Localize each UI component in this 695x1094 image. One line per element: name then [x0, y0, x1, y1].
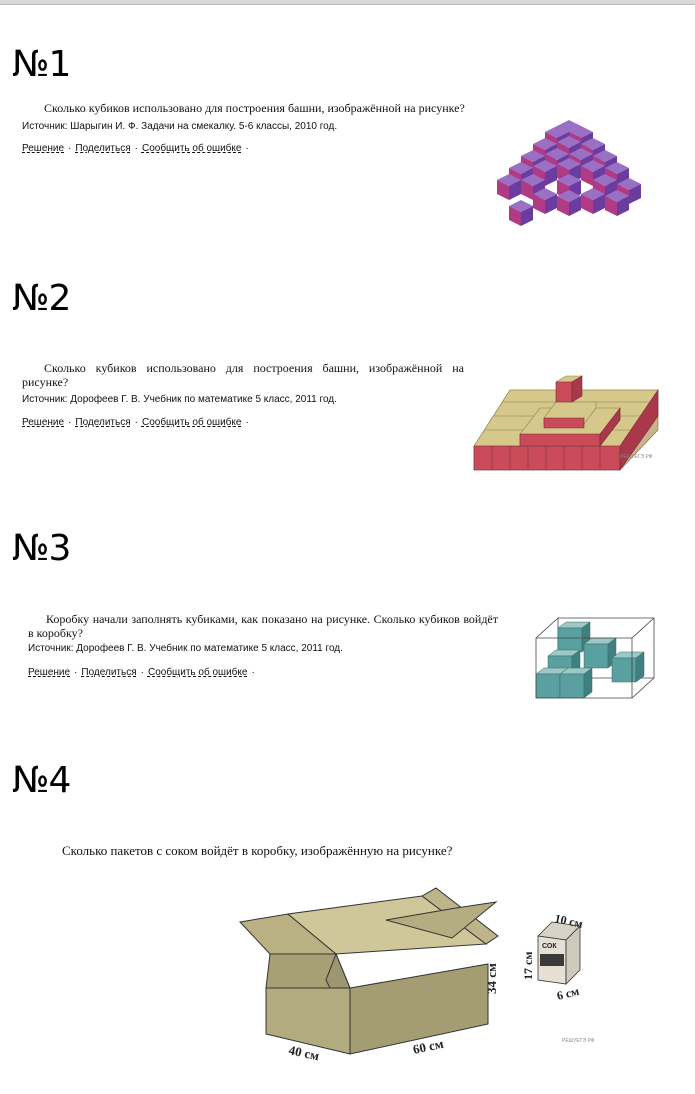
problem-3-question: Коробку начали заполнять кубиками, как показано на рисунке. Сколько кубиков войдёт в коробку?: [28, 612, 498, 640]
problem-2-source: Источник: Дорофеев Г. В. Учебник по математике 5 класс, 2011 год.: [22, 394, 337, 405]
browser-top-bar: [0, 0, 695, 5]
problem-1-report-link[interactable]: Сообщить об ошибке: [141, 143, 242, 154]
problem-2-tower-figure: [470, 372, 662, 476]
problem-1-source: Источник: Шарыгин И. Ф. Задачи на смекалку. 5-6 классы, 2010 год.: [22, 121, 338, 132]
problem-4-number: №4: [12, 760, 71, 801]
problem-3-box-figure: [532, 612, 662, 704]
pack-height-label: 17 см: [521, 951, 535, 980]
juice-pack-label: СОК: [542, 943, 557, 950]
box-depth-label: 40 см: [287, 1042, 321, 1064]
problem-3-number: №3: [12, 528, 71, 569]
problem-2-watermark: РЕШУЕГЭ.РФ: [620, 454, 653, 460]
problem-3-links: Решение · Поделиться · Сообщить об ошибке ·: [28, 667, 255, 678]
box-width-label: 60 см: [411, 1035, 445, 1057]
problem-2-report-link[interactable]: Сообщить об ошибке: [141, 417, 242, 428]
pack-width-label: 6 см: [555, 983, 581, 1003]
problem-2-share-link[interactable]: Поделиться: [75, 417, 131, 428]
juice-pack-figure: [538, 922, 580, 984]
problem-4-watermark: РЕШУЕГЭ.РФ: [562, 1038, 595, 1044]
problem-3-share-link[interactable]: Поделиться: [81, 667, 137, 678]
problem-3-report-link[interactable]: Сообщить об ошибке: [147, 667, 248, 678]
box-height-label: 34 см: [484, 963, 499, 994]
problem-3-source: Источник: Дорофеев Г. В. Учебник по математике 5 класс, 2011 год.: [28, 643, 343, 654]
problem-2-solution-link[interactable]: Решение: [22, 417, 65, 428]
problem-2-number: №2: [12, 278, 71, 319]
problem-4-box-figure: [226, 884, 606, 1064]
problem-1-links: Решение · Поделиться · Сообщить об ошибке ·: [22, 143, 249, 154]
problem-1-share-link[interactable]: Поделиться: [75, 143, 131, 154]
problem-1-solution-link[interactable]: Решение: [22, 143, 65, 154]
problem-1-number: №1: [12, 44, 71, 85]
problem-1-question: Сколько кубиков использовано для построения башни, изображённой на рисунке?: [44, 101, 465, 115]
problem-1-tower-figure: [493, 118, 653, 233]
problem-3-solution-link[interactable]: Решение: [28, 667, 71, 678]
problem-4-question: Сколько пакетов с соком войдёт в коробку, изображённую на рисунке?: [62, 843, 453, 858]
problem-2-question: Сколько кубиков использовано для построения башни, изображённой на рисунке?: [22, 361, 464, 389]
pack-top-label: 10 см: [553, 911, 585, 931]
problem-2-links: Решение · Поделиться · Сообщить об ошибке ·: [22, 417, 249, 428]
